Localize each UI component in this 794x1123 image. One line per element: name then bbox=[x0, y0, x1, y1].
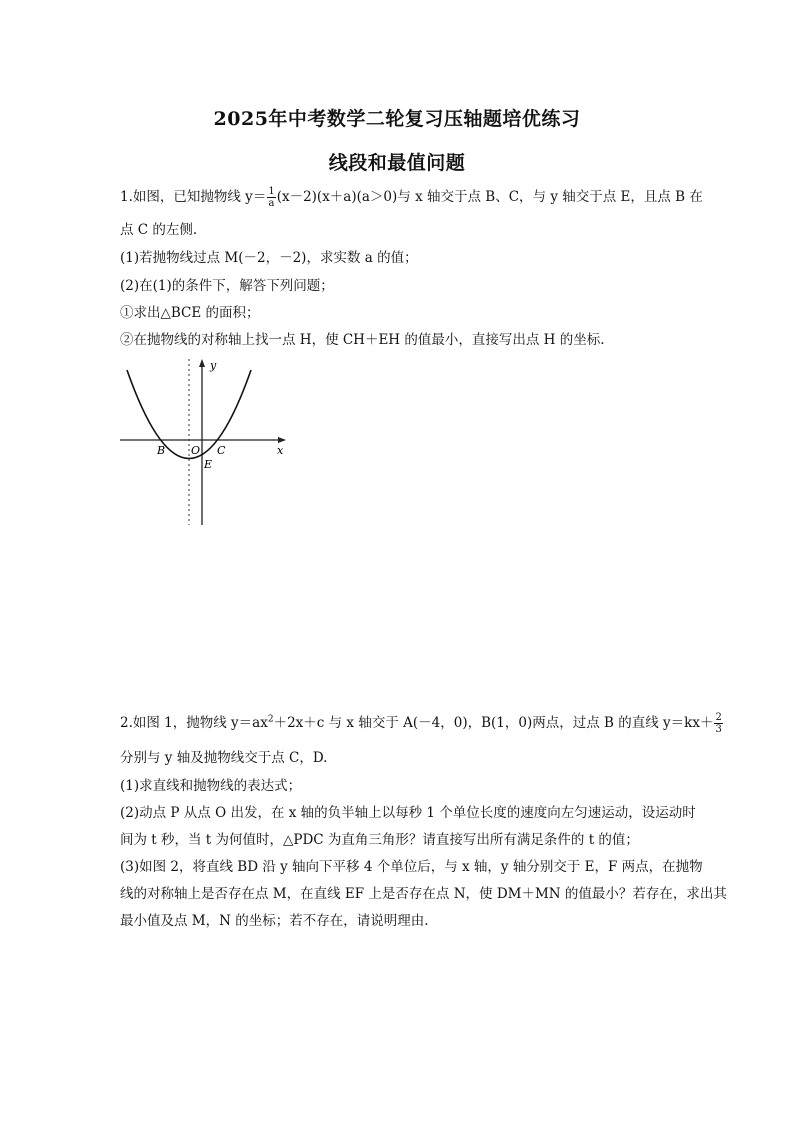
x-label: x bbox=[277, 444, 284, 457]
label-O: O bbox=[191, 444, 201, 457]
page-subtitle: 线段和最值问题 bbox=[328, 152, 466, 174]
label-C: C bbox=[217, 444, 226, 457]
q2-part2-a: (2)动点 P 从点 O 出发，在 x 轴的负半轴上以每秒 1 个单位长度的速度向左匀速运动，设运动时 bbox=[120, 805, 696, 821]
q2-part1: (1)求直线和抛物线的表达式； bbox=[120, 778, 302, 794]
y-axis-arrow bbox=[199, 359, 205, 367]
q2-sup: 2 bbox=[267, 714, 274, 725]
q2-part3-a: (3)如图 2，将直线 BD 沿 y 轴向下平移 4 个单位后，与 x 轴，y 轴分别交于 E，F 两点，在抛物 bbox=[120, 859, 703, 875]
q2-fraction bbox=[714, 712, 722, 735]
x-axis-arrow bbox=[278, 437, 286, 443]
q1-fraction bbox=[267, 186, 275, 209]
q1-part2-i: ①求出△BCE 的面积； bbox=[120, 305, 260, 321]
q1-line2: 点 C 的左侧. bbox=[120, 222, 198, 238]
q1-intro-b: (x－2)(x＋a)(a＞0)与 x 轴交于点 B、C，与 y 轴交于点 E，且点 B 在 bbox=[276, 189, 703, 205]
q2-intro-a: 2.如图 1，抛物线 y＝ax bbox=[120, 715, 268, 731]
q2-part3-c: 最小值及点 M，N 的坐标；若不存在，请说明理由. bbox=[120, 913, 429, 929]
q1-intro-a: 1.如图，已知抛物线 y＝ bbox=[120, 189, 267, 205]
q2-line2: 分别与 y 轴及抛物线交于点 C，D. bbox=[120, 750, 328, 766]
q2-intro-b: ＋2x＋c 与 x 轴交于 A(－4，0)，B(1，0)两点，过点 B 的直线 y＝kx＋ bbox=[273, 715, 714, 731]
page-title: 2025年中考数学二轮复习压轴题培优练习 bbox=[213, 108, 581, 130]
label-B: B bbox=[157, 444, 166, 457]
q1-part2-ii: ②在抛物线的对称轴上找一点 H，使 CH＋EH 的值最小，直接写出点 H 的坐标. bbox=[120, 332, 605, 348]
y-label: y bbox=[210, 359, 217, 372]
q1-intro bbox=[120, 186, 710, 209]
q2-part3-b: 线的对称轴上是否存在点 M，在直线 EF 上是否存在点 N，使 DM＋MN 的值最小？若存在，求出其 bbox=[120, 886, 727, 902]
q1-figure-parabola bbox=[118, 357, 288, 529]
q1-part1: (1)若抛物线过点 M(－2，－2)，求实数 a 的值； bbox=[120, 250, 418, 266]
q2-frac-den: 3 bbox=[715, 724, 722, 735]
q1-frac-den: a bbox=[268, 198, 275, 209]
q1-part2: (2)在(1)的条件下，解答下列问题； bbox=[120, 278, 334, 294]
q2-intro bbox=[120, 712, 722, 735]
q2-frac-num: 2 bbox=[715, 712, 722, 723]
label-E: E bbox=[204, 458, 213, 471]
q1-frac-num: 1 bbox=[268, 186, 275, 197]
q2-part2-b: 间为 t 秒，当 t 为何值时，△PDC 为直角三角形？请直接写出所有满足条件的 t 的值； bbox=[120, 832, 639, 848]
